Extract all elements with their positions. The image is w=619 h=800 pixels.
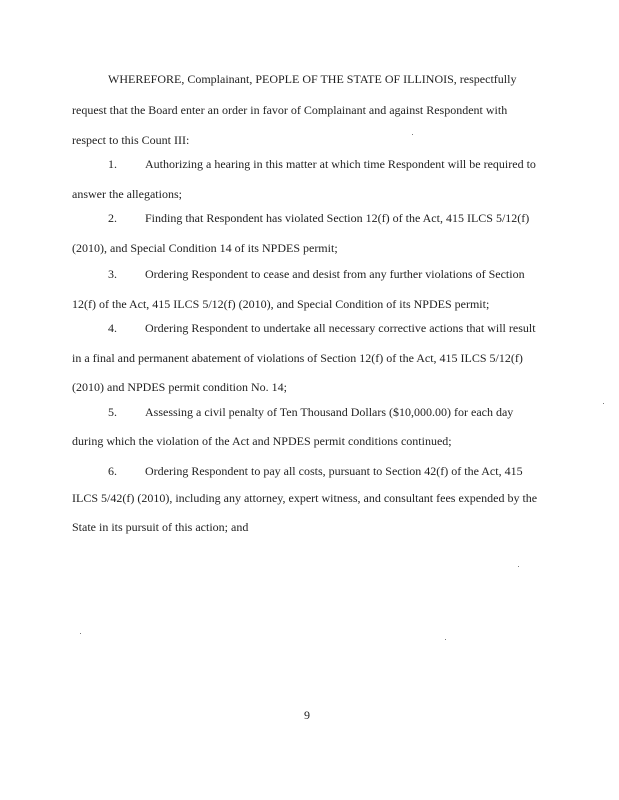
item-4-line-2: in a final and permanent abatement of violations of Section 12(f) of the Act, 415 ILCS 5/12(f) <box>72 351 523 365</box>
scan-speck <box>603 403 604 404</box>
item-5-number: 5. <box>108 405 117 419</box>
scan-speck <box>412 134 413 135</box>
item-5-line-2: during which the violation of the Act and NPDES permit conditions continued; <box>72 434 452 448</box>
intro-line-3: respect to this Count III: <box>72 133 190 147</box>
item-6-line-2: ILCS 5/42(f) (2010), including any attorney, expert witness, and consultant fees expended by the <box>72 491 538 505</box>
item-3-line-2: 12(f) of the Act, 415 ILCS 5/12(f) (2010), and Special Condition of its NPDES permit; <box>72 297 490 311</box>
scan-speck <box>80 633 81 634</box>
item-6-line-3: State in its pursuit of this action; and <box>72 520 249 534</box>
item-4-line-1: Ordering Respondent to undertake all necessary corrective actions that will result <box>145 321 536 335</box>
scan-speck <box>445 639 446 640</box>
item-3-line-1: Ordering Respondent to cease and desist from any further violations of Section <box>145 267 525 281</box>
item-5-line-1: Assessing a civil penalty of Ten Thousand Dollars ($10,000.00) for each day <box>145 405 514 419</box>
item-1-line-2: answer the allegations; <box>72 187 182 201</box>
item-4-number: 4. <box>108 321 117 335</box>
item-6-number: 6. <box>108 464 117 478</box>
item-4-line-3: (2010) and NPDES permit condition No. 14; <box>72 380 287 394</box>
item-2-line-2: (2010), and Special Condition 14 of its NPDES permit; <box>72 241 338 255</box>
item-1-line-1: Authorizing a hearing in this matter at which time Respondent will be required to <box>145 157 536 171</box>
item-2-number: 2. <box>108 211 117 225</box>
scan-speck <box>518 566 519 567</box>
item-3-number: 3. <box>108 267 117 281</box>
intro-line-1: WHEREFORE, Complainant, PEOPLE OF THE STATE OF ILLINOIS, respectfully <box>108 72 517 86</box>
intro-line-2: request that the Board enter an order in favor of Complainant and against Respondent with <box>72 103 508 117</box>
item-2-line-1: Finding that Respondent has violated Section 12(f) of the Act, 415 ILCS 5/12(f) <box>145 211 530 225</box>
page-number: 9 <box>304 708 310 722</box>
item-1-number: 1. <box>108 157 117 171</box>
item-6-line-1: Ordering Respondent to pay all costs, pursuant to Section 42(f) of the Act, 415 <box>145 464 523 478</box>
